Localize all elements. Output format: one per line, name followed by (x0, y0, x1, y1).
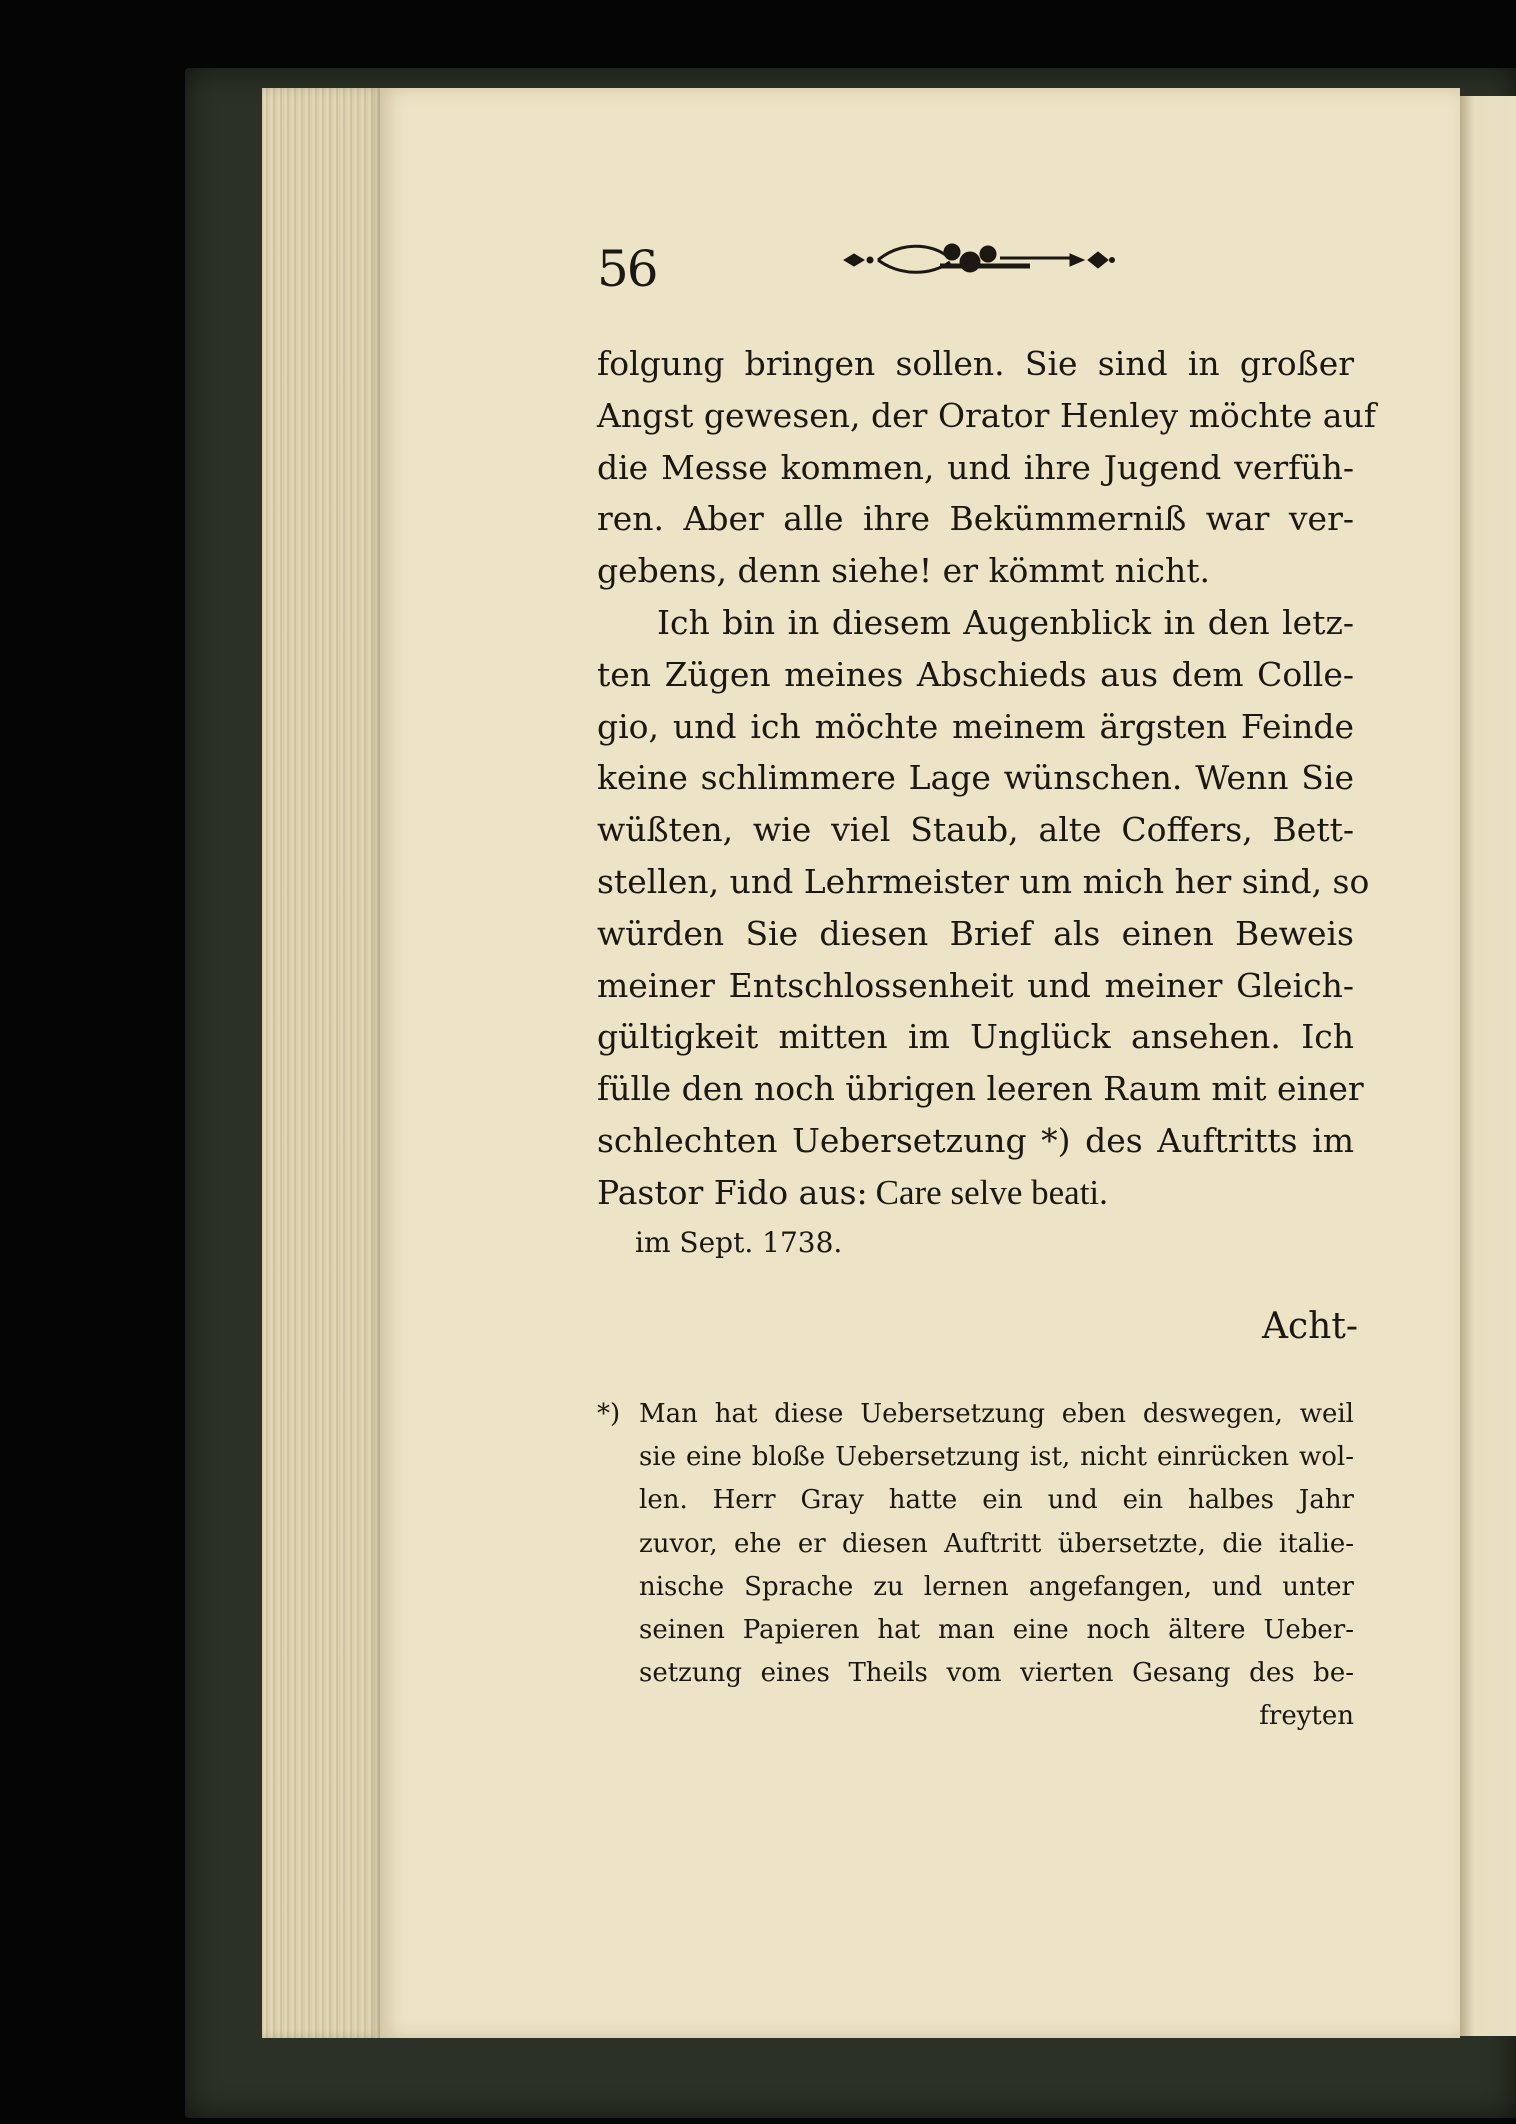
catchword: Acht- (1262, 1306, 1358, 1347)
body-line: gebens, denn siehe! er kömmt nicht. (597, 551, 1210, 591)
letter-date: im Sept. 1738. (635, 1226, 843, 1259)
body-line: Angst gewesen, der Orator Henley möchte auf (597, 395, 1376, 435)
body-line: ren. Aber alle ihre Bekümmerniß war ver- (597, 499, 1354, 539)
footnote (597, 1393, 1354, 1739)
facing-page-edge (1460, 96, 1516, 2036)
latin-quote: Care selve beati. (875, 1172, 1108, 1212)
body-line: gültigkeit mitten im Unglück ansehen. Ich (597, 1017, 1354, 1057)
footnote-marker: *) (597, 1399, 621, 1429)
header-ornament-icon (840, 232, 1115, 288)
body-line: folgung bringen sollen. Sie sind in großer (597, 344, 1354, 383)
body-line: keine schlimmere Lage wünschen. Wenn Sie (597, 758, 1354, 798)
body-line: ten Zügen meines Abschieds aus dem Colle- (597, 654, 1354, 694)
body-line: Ich bin in diesem Augenblick in den letz- (657, 602, 1354, 642)
footnote-line: setzung eines Theils vom vierten Gesang des be- (639, 1658, 1354, 1689)
body-last-line (597, 1167, 1354, 1219)
footnote-line: len. Herr Gray hatte ein und ein halbes Jahr (639, 1485, 1354, 1516)
body-line: fülle den noch übrigen leeren Raum mit einer (597, 1069, 1364, 1109)
footnote-line: seinen Papieren hat man eine noch ältere Ueber- (639, 1614, 1354, 1645)
body-line: gio, und ich möchte meinem ärgsten Feinde (597, 706, 1354, 746)
body-line: schlechten Uebersetzung *) des Auftritts im (597, 1120, 1354, 1160)
body-line: wüßten, wie viel Staub, alte Coffers, Bett- (597, 810, 1354, 850)
footnote-catchword: freyten (1259, 1701, 1354, 1732)
page-edges (262, 88, 382, 2038)
page-number: 56 (597, 240, 657, 298)
body-line: die Messe kommen, und ihre Jugend verfüh- (597, 447, 1354, 487)
footnote-line (597, 1393, 1354, 1436)
body-line: stellen, und Lehrmeister um mich her sind, so (597, 861, 1370, 901)
footnote-line-text: Man hat diese Uebersetzung eben deswegen, weil (639, 1399, 1354, 1429)
footnote-line: zuvor, ehe er diesen Auftritt übersetzte, die italie- (639, 1528, 1354, 1559)
body-line: würden Sie diesen Brief als einen Beweis (597, 913, 1354, 953)
footnote-line: nische Sprache zu lernen angefangen, und unter (639, 1571, 1354, 1602)
footnote-line: sie eine bloße Uebersetzung ist, nicht einrücken wol- (639, 1442, 1354, 1473)
body-last-line-prefix: Pastor Fido aus: (597, 1172, 868, 1212)
body-line: meiner Entschlossenheit und meiner Gleich- (597, 965, 1354, 1005)
body-text (597, 338, 1376, 1219)
